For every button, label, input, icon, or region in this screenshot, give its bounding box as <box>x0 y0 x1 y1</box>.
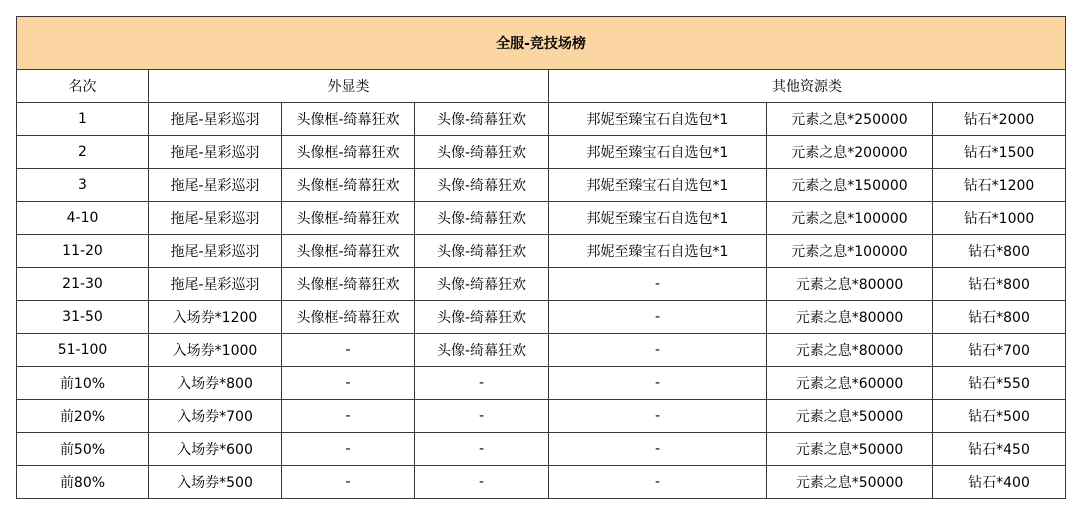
diamond-cell: 钻石*800 <box>933 268 1066 301</box>
table-body <box>17 103 1066 499</box>
rank-cell: 前80% <box>17 466 149 499</box>
element-breath-cell: 元素之息*50000 <box>767 466 933 499</box>
gem-pack-cell: - <box>549 334 767 367</box>
avatar-frame-cell: - <box>282 334 415 367</box>
avatar-frame-cell: 头像框-绮幕狂欢 <box>282 301 415 334</box>
diamond-cell: 钻石*700 <box>933 334 1066 367</box>
element-breath-cell: 元素之息*100000 <box>767 202 933 235</box>
rank-cell: 11-20 <box>17 235 149 268</box>
diamond-cell: 钻石*400 <box>933 466 1066 499</box>
gem-pack-cell: - <box>549 268 767 301</box>
diamond-cell: 钻石*800 <box>933 301 1066 334</box>
element-breath-cell: 元素之息*250000 <box>767 103 933 136</box>
table-row <box>17 103 1066 136</box>
gem-pack-cell: 邦妮至臻宝石自选包*1 <box>549 235 767 268</box>
rank-cell: 1 <box>17 103 149 136</box>
avatar-cell: 头像-绮幕狂欢 <box>415 103 549 136</box>
diamond-cell: 钻石*1200 <box>933 169 1066 202</box>
avatar-cell: 头像-绮幕狂欢 <box>415 235 549 268</box>
trail-cell: 入场券*500 <box>149 466 282 499</box>
avatar-frame-cell: 头像框-绮幕狂欢 <box>282 235 415 268</box>
diamond-cell: 钻石*800 <box>933 235 1066 268</box>
table-row <box>17 433 1066 466</box>
rank-cell: 3 <box>17 169 149 202</box>
trail-cell: 拖尾-星彩巡羽 <box>149 235 282 268</box>
avatar-cell: - <box>415 367 549 400</box>
title-row <box>17 17 1066 70</box>
trail-cell: 拖尾-星彩巡羽 <box>149 136 282 169</box>
element-breath-cell: 元素之息*100000 <box>767 235 933 268</box>
element-breath-cell: 元素之息*50000 <box>767 400 933 433</box>
avatar-frame-cell: - <box>282 400 415 433</box>
gem-pack-cell: - <box>549 367 767 400</box>
table-row <box>17 235 1066 268</box>
rank-cell: 31-50 <box>17 301 149 334</box>
avatar-frame-cell: - <box>282 433 415 466</box>
diamond-cell: 钻石*450 <box>933 433 1066 466</box>
avatar-cell: - <box>415 433 549 466</box>
avatar-cell: 头像-绮幕狂欢 <box>415 202 549 235</box>
trail-cell: 入场券*800 <box>149 367 282 400</box>
diamond-cell: 钻石*2000 <box>933 103 1066 136</box>
rank-cell: 2 <box>17 136 149 169</box>
display-group-header: 外显类 <box>149 70 549 103</box>
element-breath-cell: 元素之息*80000 <box>767 301 933 334</box>
table-row <box>17 466 1066 499</box>
avatar-frame-cell: 头像框-绮幕狂欢 <box>282 103 415 136</box>
avatar-frame-cell: 头像框-绮幕狂欢 <box>282 268 415 301</box>
trail-cell: 入场券*1000 <box>149 334 282 367</box>
trail-cell: 拖尾-星彩巡羽 <box>149 202 282 235</box>
element-breath-cell: 元素之息*200000 <box>767 136 933 169</box>
avatar-cell: 头像-绮幕狂欢 <box>415 334 549 367</box>
element-breath-cell: 元素之息*80000 <box>767 268 933 301</box>
table-row <box>17 136 1066 169</box>
rank-cell: 前10% <box>17 367 149 400</box>
gem-pack-cell: - <box>549 400 767 433</box>
rank-cell: 前20% <box>17 400 149 433</box>
rank-header: 名次 <box>17 70 149 103</box>
arena-ranking-table <box>16 16 1066 499</box>
avatar-cell: 头像-绮幕狂欢 <box>415 268 549 301</box>
avatar-frame-cell: 头像框-绮幕狂欢 <box>282 202 415 235</box>
gem-pack-cell: 邦妮至臻宝石自选包*1 <box>549 103 767 136</box>
trail-cell: 入场券*600 <box>149 433 282 466</box>
element-breath-cell: 元素之息*80000 <box>767 334 933 367</box>
gem-pack-cell: - <box>549 301 767 334</box>
table-row <box>17 169 1066 202</box>
gem-pack-cell: 邦妮至臻宝石自选包*1 <box>549 202 767 235</box>
trail-cell: 拖尾-星彩巡羽 <box>149 268 282 301</box>
diamond-cell: 钻石*550 <box>933 367 1066 400</box>
avatar-cell: - <box>415 400 549 433</box>
rank-cell: 51-100 <box>17 334 149 367</box>
trail-cell: 入场券*1200 <box>149 301 282 334</box>
table-row <box>17 367 1066 400</box>
element-breath-cell: 元素之息*60000 <box>767 367 933 400</box>
gem-pack-cell: - <box>549 466 767 499</box>
gem-pack-cell: 邦妮至臻宝石自选包*1 <box>549 136 767 169</box>
element-breath-cell: 元素之息*150000 <box>767 169 933 202</box>
avatar-cell: - <box>415 466 549 499</box>
rank-cell: 21-30 <box>17 268 149 301</box>
element-breath-cell: 元素之息*50000 <box>767 433 933 466</box>
avatar-cell: 头像-绮幕狂欢 <box>415 301 549 334</box>
avatar-cell: 头像-绮幕狂欢 <box>415 136 549 169</box>
resource-group-header: 其他资源类 <box>549 70 1066 103</box>
diamond-cell: 钻石*1000 <box>933 202 1066 235</box>
gem-pack-cell: 邦妮至臻宝石自选包*1 <box>549 169 767 202</box>
group-header-row <box>17 70 1066 103</box>
rank-cell: 4-10 <box>17 202 149 235</box>
rank-cell: 前50% <box>17 433 149 466</box>
gem-pack-cell: - <box>549 433 767 466</box>
diamond-cell: 钻石*500 <box>933 400 1066 433</box>
avatar-frame-cell: - <box>282 466 415 499</box>
trail-cell: 拖尾-星彩巡羽 <box>149 103 282 136</box>
table-title: 全服-竞技场榜 <box>17 17 1066 70</box>
avatar-cell: 头像-绮幕狂欢 <box>415 169 549 202</box>
avatar-frame-cell: 头像框-绮幕狂欢 <box>282 136 415 169</box>
trail-cell: 入场券*700 <box>149 400 282 433</box>
table-row <box>17 202 1066 235</box>
table-row <box>17 301 1066 334</box>
trail-cell: 拖尾-星彩巡羽 <box>149 169 282 202</box>
avatar-frame-cell: - <box>282 367 415 400</box>
avatar-frame-cell: 头像框-绮幕狂欢 <box>282 169 415 202</box>
table-row <box>17 268 1066 301</box>
table-row <box>17 400 1066 433</box>
diamond-cell: 钻石*1500 <box>933 136 1066 169</box>
table-row <box>17 334 1066 367</box>
